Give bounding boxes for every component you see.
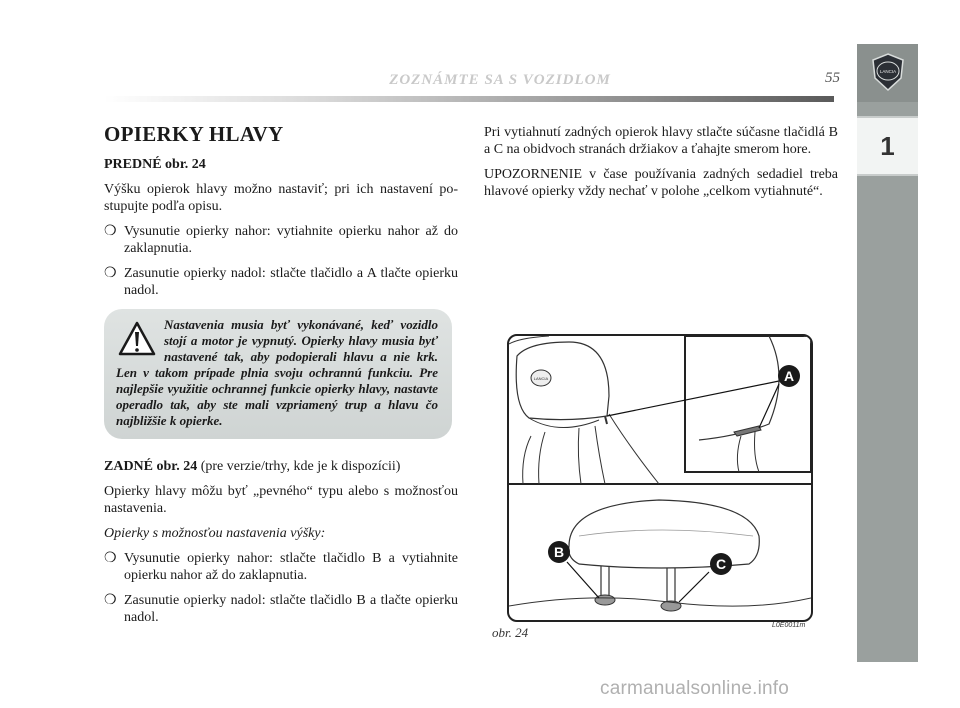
front-bullet xyxy=(104,265,458,299)
lancia-logo-icon xyxy=(870,52,906,92)
chapter-number-tab[interactable] xyxy=(857,116,918,176)
chapter-title: ZOZNÁMTE SA S VOZIDLOM xyxy=(389,72,611,88)
header-divider xyxy=(104,96,834,102)
bullet-text: Vysunutie opierky nahor: stlačte tlačidlo B a vytiahnite opierku nahor až do zaklapnutia. xyxy=(124,551,458,583)
bullet-mark: ❍ xyxy=(104,551,117,566)
label-c: C xyxy=(715,556,727,572)
rear-heading-bold: ZADNÉ obr. 24 xyxy=(104,459,198,474)
watermark: carmanualsonline.info xyxy=(600,678,790,699)
bullet-mark: ❍ xyxy=(104,266,117,281)
front-intro: Výšku opierok hlavy možno nastaviť; pri ich nastavení postupujte podľa opisu. xyxy=(104,182,458,214)
headrest-logo: LANCIA xyxy=(533,376,549,381)
bullet-text: Zasunutie opierky nadol: stlačte tlačidlo a A tlačte opierku nadol. xyxy=(124,266,458,298)
figure-caption: obr. 24 xyxy=(492,625,529,640)
front-heading: PREDNÉ obr. 24 xyxy=(104,157,206,172)
chapter-number: 1 xyxy=(880,130,895,161)
bullet-mark: ❍ xyxy=(104,224,117,239)
bullet-text: Zasunutie opierky nadol: stlačte tlačidlo B a tlačte opierku nadol. xyxy=(124,593,458,625)
warning-box xyxy=(104,309,452,439)
logo-text: LANCIA xyxy=(879,69,897,74)
warning-text: Nastavenia musia byť vykonávané, keď vozidlo stojí a motor je vypnutý. Opierky hlavy musia byť nastavené tak, aby podopierali hlavu a nie krk. Len v takom prípade plnia svoju ochrannú funkciu. Pre najlepšie využitie ochrannej funkcie opierky hlavy, nastavte operadlo tak, aby ste mali vzpriamený trup a hlavu čo najbližšie k opierke. xyxy=(116,317,438,428)
rear-intro: Opierky hlavy môžu byť „pevného“ typu alebo s možnosťou nastavenia. xyxy=(104,484,458,516)
rear-bullet xyxy=(104,592,458,626)
rear-heading xyxy=(104,459,458,475)
right-column xyxy=(484,124,838,208)
right-paragraph-1: Pri vytiahnutí zadných opierok hlavy stlačte súčasne tlačidlá B a C na obidvoch stranách držiakov a ťahajte smerom hore. xyxy=(484,125,838,157)
rear-subheading: Opierky s možnosťou nastavenia výšky: xyxy=(104,526,326,541)
bullet-text: Vysunutie opierky nahor: vytiahnite opierku nahor až do zaklapnutia. xyxy=(124,224,458,256)
front-bullet xyxy=(104,223,458,257)
label-a: A xyxy=(783,368,795,384)
headrest-figure xyxy=(507,334,813,622)
right-paragraph-2: UPOZORNENIE v čase používania zadných sedadiel treba hlavové opierky vždy nechať v polohe „celkom vytiahnuté“. xyxy=(484,167,838,199)
label-b: B xyxy=(553,544,565,560)
section-title: OPIERKY HLAVY xyxy=(104,122,284,146)
page-number: 55 xyxy=(825,70,840,86)
left-column xyxy=(104,122,458,634)
warning-triangle-icon xyxy=(118,321,156,357)
bullet-mark: ❍ xyxy=(104,593,117,608)
figure-code: L0E0011m xyxy=(772,622,806,629)
rear-bullet xyxy=(104,550,458,584)
rear-heading-note: (pre verzie/trhy, kde je k dispozícii) xyxy=(197,459,401,474)
headrest-illustration xyxy=(509,336,811,620)
